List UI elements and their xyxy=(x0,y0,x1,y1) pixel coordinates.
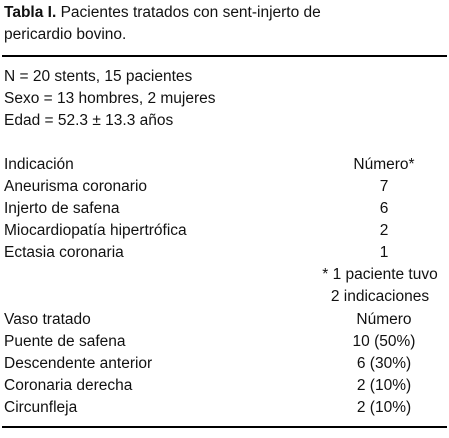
indication-label: Ectasia coronaria xyxy=(4,244,124,261)
vessel-label: Descendente anterior xyxy=(4,355,153,372)
indication-count: 1 xyxy=(379,244,389,261)
table-row xyxy=(4,397,444,419)
indication-count: 2 xyxy=(379,222,389,239)
indication-header: Indicación xyxy=(4,156,74,173)
indication-count: 7 xyxy=(379,178,389,195)
footnote-line-2: 2 indicaciones xyxy=(330,288,430,305)
vessel-count: 2 (10%) xyxy=(356,399,412,416)
footnote-line-1: * 1 paciente tuvo xyxy=(322,266,438,283)
vessel-count-header: Número xyxy=(356,311,412,328)
top-rule xyxy=(2,55,447,57)
indication-header-row xyxy=(4,154,444,176)
indication-label: Aneurisma coronario xyxy=(4,178,148,195)
table-row xyxy=(4,198,444,220)
caption-title: Pacientes tratados con sent-injerto de xyxy=(60,4,321,21)
caption-line-2: pericardio bovino. xyxy=(4,26,127,43)
indication-count-header: Número* xyxy=(353,156,415,173)
summary-count: N = 20 stents, 15 pacientes xyxy=(4,68,193,85)
vessel-count: 2 (10%) xyxy=(356,377,412,394)
table-row xyxy=(4,353,444,375)
vessel-label: Circunfleja xyxy=(4,399,78,416)
table-caption xyxy=(4,2,444,46)
table-row xyxy=(4,176,444,198)
summary-sex: Sexo = 13 hombres, 2 mujeres xyxy=(4,90,216,107)
caption-line-1 xyxy=(4,2,444,24)
table-row xyxy=(4,331,444,353)
table-row xyxy=(4,375,444,397)
caption-label: Tabla I. xyxy=(4,4,57,21)
vessel-label: Coronaria derecha xyxy=(4,377,133,394)
vessel-count: 6 (30%) xyxy=(356,355,412,372)
table-row xyxy=(4,242,444,264)
indication-label: Miocardiopatía hipertrófica xyxy=(4,222,187,239)
bottom-rule xyxy=(2,426,447,428)
indication-count: 6 xyxy=(379,200,389,217)
vessel-label: Puente de safena xyxy=(4,333,126,350)
summary-age: Edad = 52.3 ± 13.3 años xyxy=(4,112,174,129)
table-row xyxy=(4,220,444,242)
indication-label: Injerto de safena xyxy=(4,200,120,217)
vessel-header-row xyxy=(4,309,444,331)
vessel-count: 10 (50%) xyxy=(352,333,416,350)
vessel-header: Vaso tratado xyxy=(4,311,91,328)
